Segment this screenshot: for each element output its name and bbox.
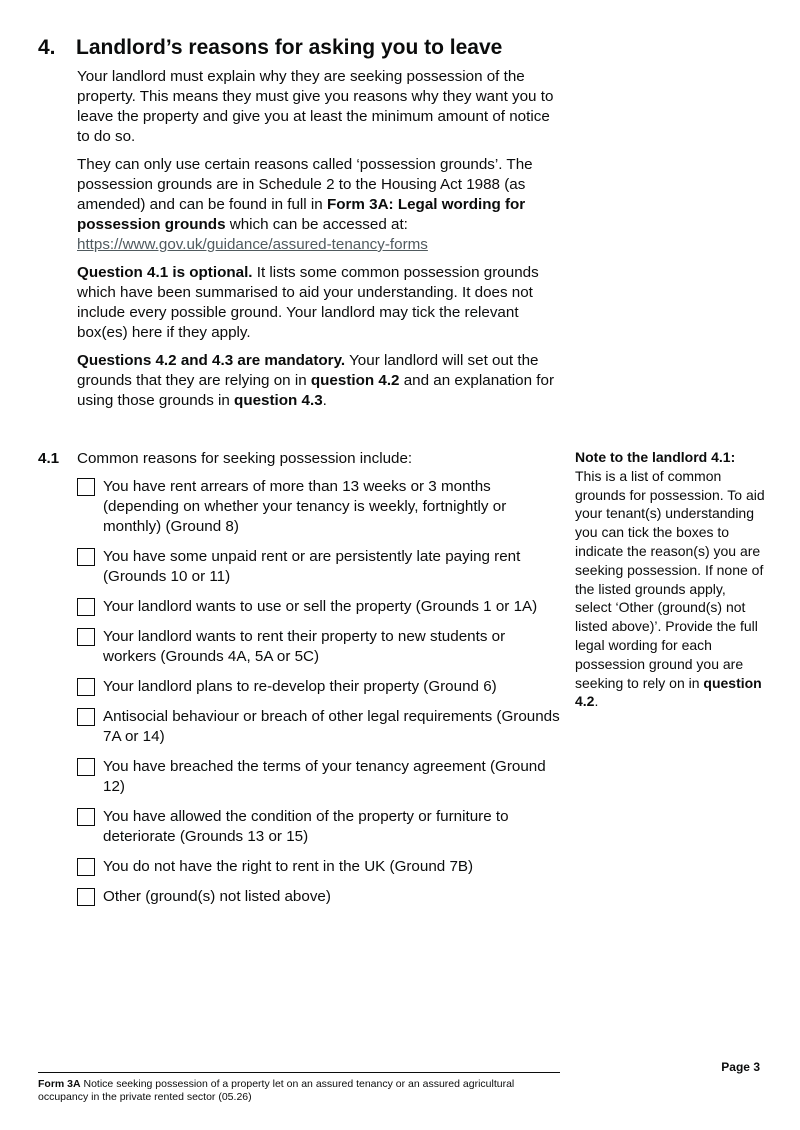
ground-option: [77, 477, 562, 537]
page-number: Page 3: [721, 1060, 760, 1074]
ground-option: [77, 597, 562, 617]
grounds-checklist: [77, 477, 562, 917]
ground-label: You have some unpaid rent or are persistently late paying rent (Grounds 10 or 11): [103, 548, 521, 585]
ground-checkbox[interactable]: [77, 628, 95, 646]
ground-label: You do not have the right to rent in the UK (Ground 7B): [103, 858, 474, 875]
section-number: 4.: [38, 36, 56, 59]
ground-checkbox[interactable]: [77, 708, 95, 726]
legal-wording-form-ref: Form 3A: Legal wording for possession grounds: [77, 196, 526, 233]
ground-label: Other (ground(s) not listed above): [103, 888, 331, 905]
ground-label: You have allowed the condition of the property or furniture to deteriorate (Grounds 13 or 15): [103, 808, 509, 845]
landlord-note: [575, 448, 765, 711]
ground-label: Your landlord wants to use or sell the property (Grounds 1 or 1A): [103, 598, 538, 615]
ground-label: You have breached the terms of your tenancy agreement (Ground 12): [103, 758, 546, 795]
intro-paragraph-2: They can only use certain reasons called ‘possession grounds’. The possession grounds are in Schedule 2 to the Housing Act 1988 (as amended) and can be found in full in Form 3A: Legal wording for possession grounds which can be accessed at: https://www.gov.uk/guidance/assured-tenancy-forms: [77, 156, 533, 253]
note-title: Note to the landlord 4.1:: [575, 449, 736, 465]
ground-option: [77, 627, 562, 667]
intro-paragraph-4: Questions 4.2 and 4.3 are mandatory. Your landlord will set out the grounds that they are relying on in question 4.2 and an explanation for using those grounds in question 4.3.: [77, 352, 555, 409]
section-title: Landlord’s reasons for asking you to leave: [76, 36, 503, 59]
ground-checkbox[interactable]: [77, 758, 95, 776]
ground-label: Your landlord plans to re-develop their property (Ground 6): [103, 678, 497, 695]
note-question-ref: question 4.2: [575, 674, 762, 710]
ground-checkbox[interactable]: [77, 808, 95, 826]
ground-checkbox[interactable]: [77, 478, 95, 496]
intro-text: [77, 67, 562, 419]
ground-checkbox[interactable]: [77, 858, 95, 876]
footer-description: Notice seeking possession of a property let on an assured tenancy or an assured agricultural occupancy in the private rented sector (05.26): [38, 1078, 515, 1103]
ground-checkbox[interactable]: [77, 598, 95, 616]
ground-option: [77, 887, 562, 907]
footer-divider: [38, 1072, 560, 1073]
ground-option: [77, 547, 562, 587]
ground-label: Antisocial behaviour or breach of other legal requirements (Grounds 7A or 14): [103, 708, 560, 745]
footer-text: [38, 1078, 558, 1104]
question-text: Common reasons for seeking possession include:: [77, 450, 413, 467]
guidance-link[interactable]: https://www.gov.uk/guidance/assured-tenancy-forms: [77, 236, 428, 253]
question-number: 4.1: [38, 450, 60, 467]
ground-option: [77, 757, 562, 797]
ground-option: [77, 707, 562, 747]
ground-option: [77, 807, 562, 847]
ground-checkbox[interactable]: [77, 548, 95, 566]
ground-label: You have rent arrears of more than 13 weeks or 3 months (depending on whether your tenancy is weekly, fortnightly or monthly) (Ground 8): [103, 478, 507, 535]
intro-paragraph-1: Your landlord must explain why they are seeking possession of the property. This means they must give you reasons why they want you to leave the property and give you at least the minimum amount of notice to do so.: [77, 68, 554, 145]
intro-paragraph-3: Question 4.1 is optional. It lists some common possession grounds which have been summarised to aid your understanding. It does not include every possible ground. Your landlord may tick the relevant box(es) here if they apply.: [77, 264, 539, 341]
footer-form-name: Form 3A: [38, 1078, 81, 1090]
ground-label: Your landlord wants to rent their property to new students or workers (Grounds 4A, 5A or 5C): [103, 628, 506, 665]
ground-option: [77, 677, 562, 697]
section-heading: [38, 34, 502, 62]
ground-checkbox[interactable]: [77, 888, 95, 906]
note-body: This is a list of common grounds for possession. To aid your tenant(s) understanding you can tick the boxes to indicate the reason(s) you are seeking possession. If none of the listed grounds apply, select ‘Other (ground(s) not listed above)’. Provide the full legal wording for each possession ground you are seeking to rely on in question 4.2.: [575, 467, 765, 710]
ground-checkbox[interactable]: [77, 678, 95, 696]
ground-option: [77, 857, 562, 877]
